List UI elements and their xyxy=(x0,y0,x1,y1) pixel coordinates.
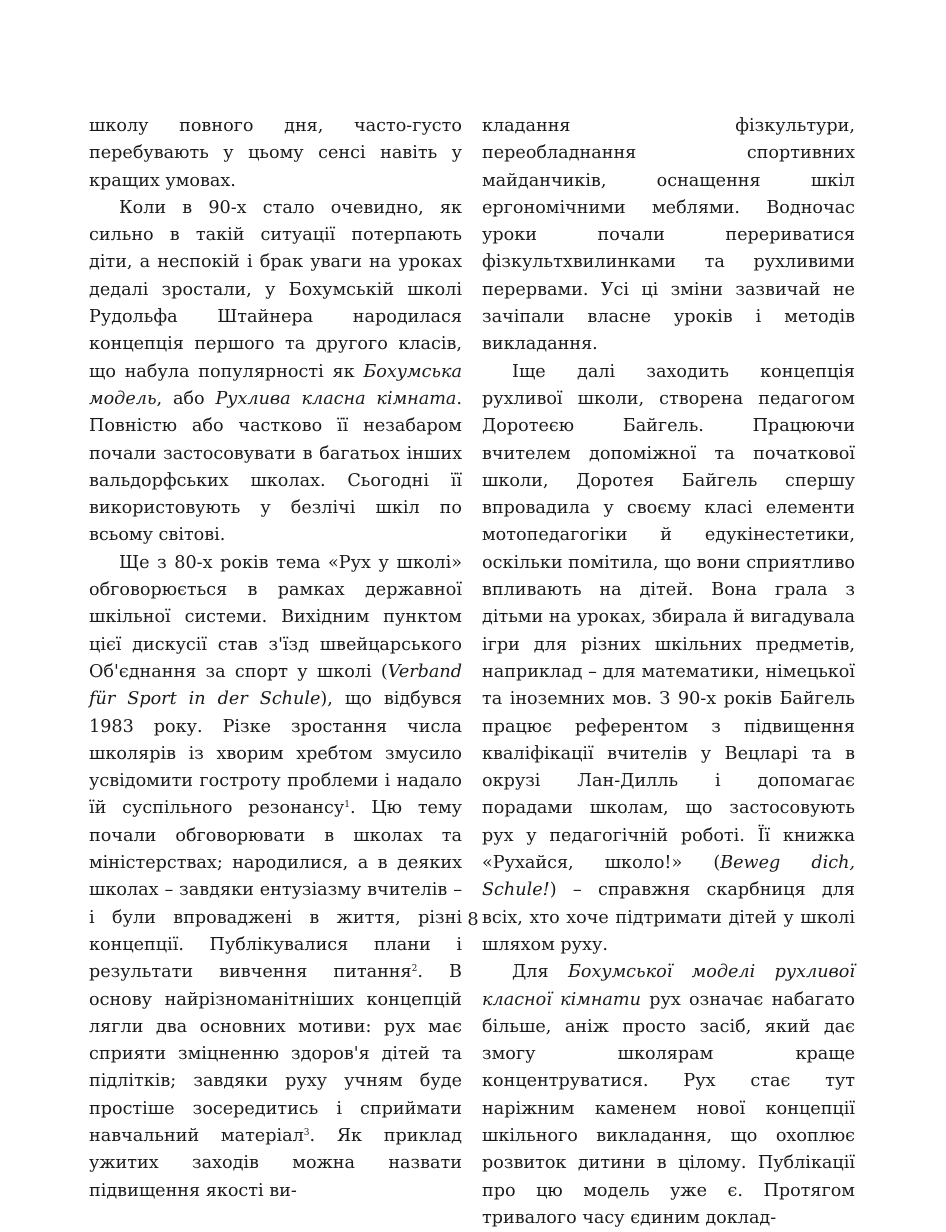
left-column xyxy=(89,113,462,1205)
italic-term: Бохумської моделі рухливої класної кімнати xyxy=(482,962,855,1010)
paragraph-continuation: кладання фізкультури, переобладнання спортивних майданчиків, оснащення шкіл ергономічними меблями. Водночас уроки почали перериватися фізкультхвилинками та рухливими перервами. Усі ці зміни зазвичай не зачіпали власне уроків і методів викладання. xyxy=(482,116,855,355)
footnote-ref: 1 xyxy=(344,800,350,811)
paragraph-movement-in-school: Ще з 80-х років тема «Рух у школі» обговорюється в рамках державної шкільної системи. Вихідним пунктом цієї дискусії став з'їзд швейцарського Об'єднання за спорт у школі (Verband für Sport in der Schule), що відбувся 1983 року. Різке зростання числа школярів із хворим хребтом змусило усвідомити гостроту проблеми і надало їй суспільного резонансу$^1$. Цю тему почали обговорювати в школах та міністерствах; народилися, а в деяких школах – завдяки ентузіазму вчителів – і були впроваджені в життя, різні концепції. Публікувалися плани і результати вивчення питання$^2$. В основу найрізноманітніших концепцій лягли два основних мотиви: рух має сприяти зміцненню здоров'я дітей та підлітків; завдяки руху учням буде простіше зосередитись і сприймати навчальний матеріал$^3$. Як приклад ужитих заходів можна назвати підвищення якості ви- xyxy=(89,552,462,1201)
paragraph-continuation: школу повного дня, часто-густо перебувають у цьому сенсі навіть у кращих умовах. xyxy=(89,116,462,191)
italic-term: Бохумська модель xyxy=(89,361,462,409)
paragraph-bochum-model: Коли в 90-х стало очевидно, як сильно в такій ситуації потерпають діти, а неспокій і брак уваги на уроках дедалі зростали, у Бохумській школі Рудольфа Штайнера народилася концепція першого та другого класів, що набула популярності як Бохумська модель, або Рухлива класна кімната. Повністю або частково її незабаром почали застосовувати в багатьох інших вальдорфських школах. Сьогодні її використовують у безлічі шкіл по всьому світові. xyxy=(89,197,462,546)
paragraph-bochum-movement: Для Бохумської моделі рухливої класної кімнати рух означає набагато більше, аніж просто засіб, який дає змогу школярам краще концентруватися. Рух стає тут наріжним каменем нової концепції шкільного викладання, що охоплює розвиток дитини в цілому. Публікації про цю модель уже є. Протягом тривалого часу єдиним доклад- xyxy=(482,962,856,1228)
footnote-ref: 2 xyxy=(411,964,418,975)
italic-term: Рухлива класна кімната xyxy=(215,388,457,409)
paragraph-beigel-concept: Іще далі заходить концепція рухливої школи, створена педагогом Доротеєю Байгель. Працюючи вчителем допоміжної та початкової школи, Доротея Байгель спершу впровадила у своєму класі елементи мотопедагогіки й едукінестетики, оскільки помітила, що вони сприятливо впливають на дітей. Вона грала з дітьми на уроках, збирала й вигадувала ігри для різних шкільних предметів, наприклад – для математики, німецької та іноземних мов. З 90-х років Байгель працює референтом з підвищення кваліфікації вчителів у Вецларі та в окрузі Лан-Дилль і допомагає порадами школам, що застосовують рух у педагогічній роботі. Її книжка «Рухайся, школо!» (Beweg dich, Schule!) – справжня скарбниця для всіх, хто хоче підтримати дітей у школі шляхом руху. xyxy=(482,361,855,955)
footnote-ref: 3 xyxy=(303,1127,310,1138)
italic-term: Verband für Sport in der Schule xyxy=(89,661,462,710)
right-column xyxy=(482,113,855,1232)
page-number: 8 xyxy=(467,910,479,930)
italic-term: Beweg dich, Schule! xyxy=(482,853,855,901)
